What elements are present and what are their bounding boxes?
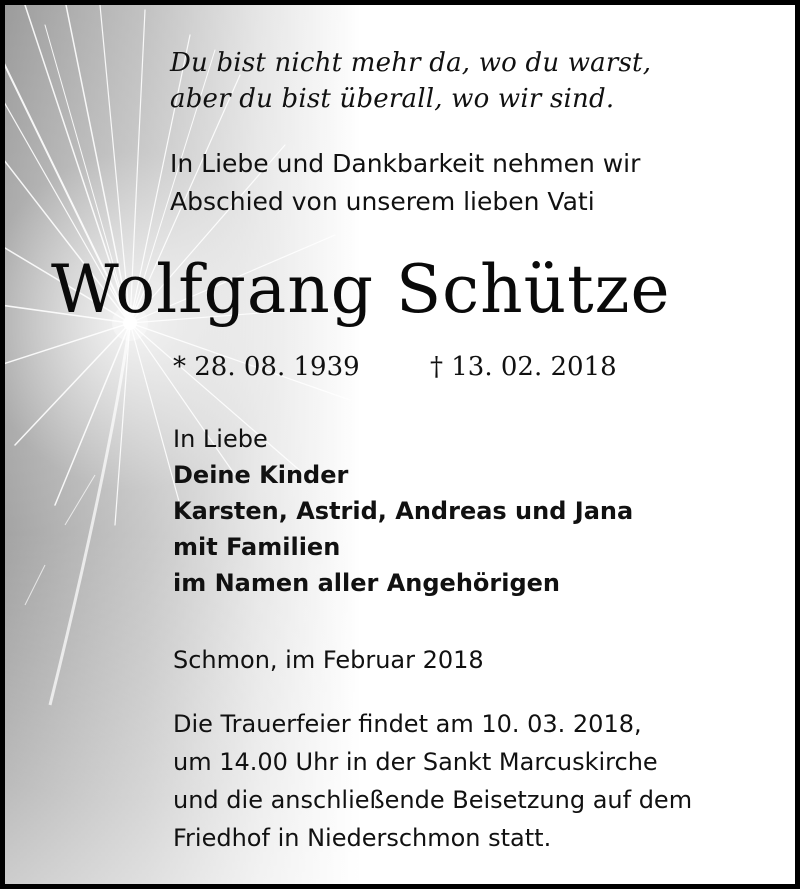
- funeral-line: Die Trauerfeier findet am 10. 03. 2018,: [173, 710, 642, 738]
- mourners-line: im Namen aller Angehörigen: [173, 569, 561, 597]
- farewell-intro: [170, 145, 640, 221]
- birth-date: * 28. 08. 1939: [173, 352, 360, 382]
- epitaph-line: aber du bist überall, wo wir sind.: [170, 84, 615, 114]
- mourners-line: Karsten, Astrid, Andreas und Jana: [173, 497, 634, 525]
- death-date: † 13. 02. 2018: [430, 352, 617, 382]
- deceased-name: Wolfgang Schütze: [51, 251, 671, 328]
- mourners-line: Deine Kinder: [173, 461, 349, 489]
- funeral-line: um 14.00 Uhr in der Sankt Marcuskirche: [173, 748, 658, 776]
- intro-line: In Liebe und Dankbarkeit nehmen wir: [170, 149, 641, 178]
- epitaph-line: Du bist nicht mehr da, wo du warst,: [170, 48, 652, 78]
- epitaph-quote: [170, 45, 651, 117]
- mourners-opening: In Liebe: [173, 425, 268, 453]
- mourners-line: mit Familien: [173, 533, 341, 561]
- funeral-line: Friedhof in Niederschmon statt.: [173, 824, 552, 852]
- funeral-line: und die anschließende Beisetzung auf dem: [173, 786, 693, 814]
- intro-line: Abschied von unserem lieben Vati: [170, 187, 595, 216]
- mourners-block: [173, 421, 633, 601]
- place-and-date: Schmon, im Februar 2018: [173, 646, 484, 674]
- funeral-details: [173, 705, 692, 857]
